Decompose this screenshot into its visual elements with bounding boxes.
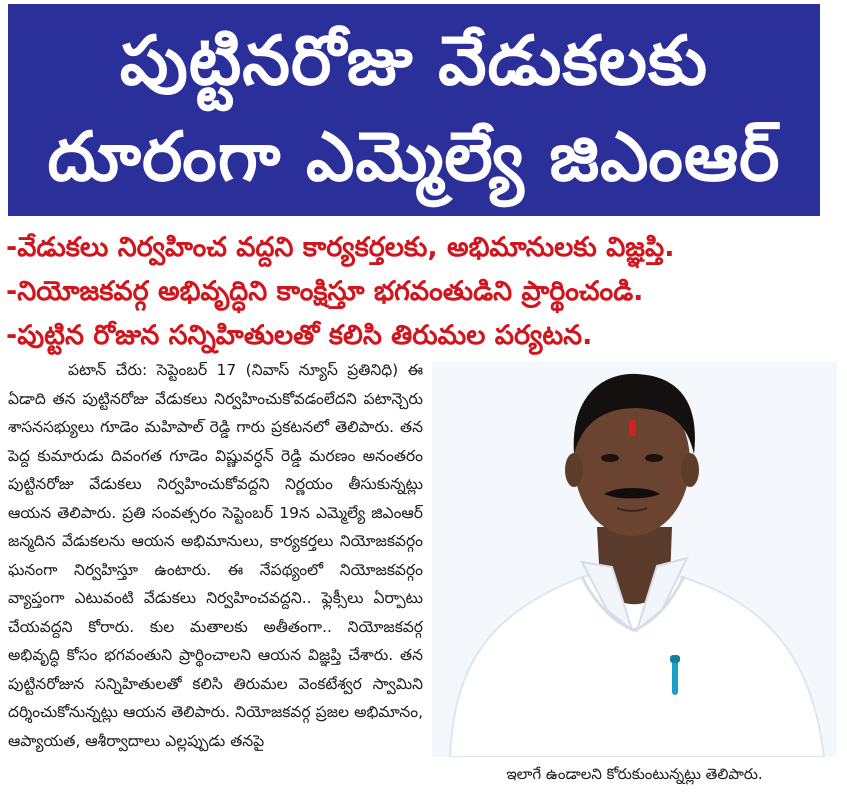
headline-line-2: దూరంగా ఎమ్మెల్యే జిఎంఆర్: [47, 118, 781, 197]
article-body: పటాన్ చేరు: సెప్టెంబర్ 17 (నివాస్ న్యూస్ ప్రతినిధి) ఈ ఏడాది తన పుట్టినరోజు వేడుకలు నిర్వహించుకోవడంలేదని పటాన్చెరు శాసనసభ్యులు గూడెం మహిపాల్ రెడ్డి గారు ప్రకటనలో తెలిపారు. తన పెద్ద కుమారుడు దివంగత గూడెం విష్ణువర్ధన్ రెడ్డి మరణం అనంతరం పుట్టినరోజు వేడుకలు నిర్వహించుకోవద్దని నిర్ణయం తీసుకున్నట్లు ఆయన తెలిపారు. ప్రతి సంవత్సరం సెప్టెంబర్ 19న ఎమ్మెల్యే జిఎంఆర్ జన్మదిన వేడుకలను ఆయన అభిమానులు, కార్యకర్తలు నియోజకవర్గం ఘనంగా నిర్వహిస్తూ ఉంటారు. ఈ నేపథ్యంలో నియోజకవర్గం వ్యాప్తంగా ఎటువంటి వేడుకలు నిర్వహించవద్దని.. ఫ్లెక్సీలు ఏర్పాటు చేయవద్దని కోరారు. కుల మతాలకు అతీతంగా.. నియోజకవర్గ అభివృద్ధి కోసం భగవంతుని ప్రార్థించాలని ఆయన విజ్ఞప్తి చేశారు. తన పుట్టినరోజున సన్నిహితులతో కలిసి తిరుమల వెంకటేశ్వర స్వామిని దర్శించుకోనున్నట్లు ఆయన తెలిపారు. నియోజకవర్గ ప్రజల అభిమానం, ఆప్యాయత, ఆశీర్వాదాలు ఎల్లప్పుడు తనపై: [8, 361, 423, 750]
subheadings: [6, 226, 826, 358]
subhead-1: -వేడుకలు నిర్వహించ వద్దని కార్యకర్తలకు, అభిమానులకు విజ్ఞప్తి.: [6, 232, 675, 263]
headline-banner: [8, 4, 820, 216]
portrait-illustration: [432, 362, 837, 757]
photo-caption: ఇలాగే ఉండాలని కోరుకుంటున్నట్లు తెలిపారు.: [506, 765, 763, 783]
subhead-2: -నియోజకవర్గ అభివృద్ధిని కాంక్షిస్తూ భగవంతుడిని ప్రార్థించండి.: [6, 276, 644, 307]
headline-line-1: పుట్టినరోజు వేడుకలకు: [119, 22, 709, 101]
subhead-3: -పుట్టిన రోజున సన్నిహితులతో కలిసి తిరుమల పర్యటన.: [6, 320, 593, 351]
mla-portrait-photo: [432, 362, 837, 757]
article-column: [8, 356, 423, 796]
